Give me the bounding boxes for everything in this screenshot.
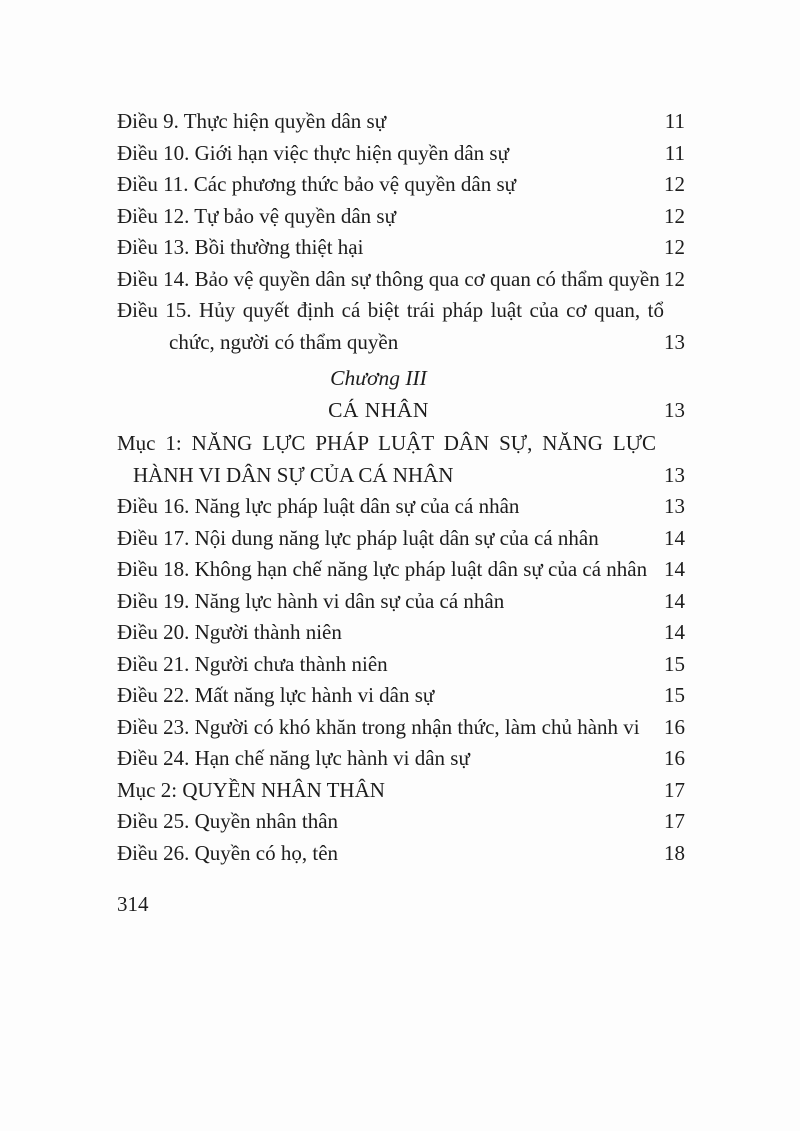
entry-page-number: 14 [664, 525, 685, 550]
entry-text: Điều 17. Nội dung năng lực pháp luật dân sự của cá nhân [117, 525, 599, 550]
entry-page-number: 14 [664, 620, 685, 644]
entry-text: Mục 1: NĂNG LỰC PHÁP LUẬT DÂN SỰ, NĂNG LỰC HÀNH VI DÂN SỰ CỦA CÁ NHÂN [117, 431, 656, 487]
toc-entry [117, 838, 685, 870]
toc-entry [117, 554, 685, 586]
entry-text: Điều 18. Không hạn chế năng lực pháp luật dân sự của cá nhân [117, 557, 648, 581]
toc-entry [117, 712, 685, 744]
entry-text: Điều 24. Hạn chế năng lực hành vi dân sự [117, 746, 470, 770]
footer-page-number: 314 [117, 892, 149, 916]
entry-page-number: 15 [664, 651, 685, 676]
entry-page-number: 16 [664, 714, 685, 739]
entry-page-number: 12 [664, 235, 685, 259]
entry-text: Điều 15. Hủy quyết định cá biệt trái pháp luật của cơ quan, tổ chức, người có thẩm quyền [117, 298, 664, 354]
toc-entry [117, 201, 685, 233]
entry-text: Điều 20. Người thành niên [117, 620, 342, 644]
entry-text: Điều 10. Giới hạn việc thực hiện quyền dân sự [117, 140, 509, 165]
entry-text: Điều 12. Tự bảo vệ quyền dân sự [117, 203, 396, 228]
toc-entry [117, 264, 685, 296]
chapter-title-row [117, 395, 685, 427]
entry-page-number: 13 [664, 462, 685, 487]
page-footer [117, 889, 685, 921]
entry-page-number: 11 [664, 109, 685, 133]
entry-text: Điều 14. Bảo vệ quyền dân sự thông qua cơ quan có thẩm quyền [117, 266, 660, 291]
chapter-label: Chương III [330, 366, 427, 390]
entry-page-number: 17 [664, 777, 685, 802]
entry-page-number: 15 [664, 683, 685, 707]
entry-page-number: 12 [664, 266, 685, 291]
entry-text: Điều 13. Bồi thường thiệt hại [117, 235, 364, 259]
chapter-title: CÁ NHÂN [328, 397, 429, 422]
entry-page-number: 14 [664, 588, 685, 613]
entry-page-number: 16 [664, 746, 685, 770]
entry-text: Điều 26. Quyền có họ, tên [117, 840, 339, 865]
entry-text: Điều 21. Người chưa thành niên [117, 651, 388, 676]
toc-entry [117, 775, 685, 807]
entry-page-number: 14 [664, 557, 685, 581]
entry-page-number: 13 [664, 494, 685, 518]
toc-list-bottom [117, 428, 685, 869]
toc-entry [117, 491, 685, 523]
toc-entry [117, 649, 685, 681]
entry-text: Điều 11. Các phương thức bảo vệ quyền dân sự [117, 172, 517, 196]
toc-entry [117, 743, 685, 775]
entry-page-number: 17 [664, 809, 685, 833]
entry-page-number: 12 [664, 172, 685, 196]
entry-text: Điều 19. Năng lực hành vi dân sự của cá nhân [117, 588, 505, 613]
toc-entry [117, 523, 685, 555]
toc-entry [117, 169, 685, 201]
toc-entry [117, 295, 685, 358]
toc-list-top [117, 106, 685, 358]
entry-text: Điều 25. Quyền nhân thân [117, 809, 339, 833]
toc-entry [117, 106, 685, 138]
entry-page-number: 11 [664, 140, 685, 165]
entry-page-number: 12 [664, 203, 685, 228]
toc-entry [117, 232, 685, 264]
toc-entry [117, 138, 685, 170]
toc-entry [117, 680, 685, 712]
chapter-heading [117, 363, 685, 426]
toc-entry [117, 586, 685, 618]
toc-entry [117, 617, 685, 649]
chapter-page-number: 13 [664, 397, 685, 422]
toc-entry [117, 806, 685, 838]
entry-text: Mục 2: QUYỀN NHÂN THÂN [117, 777, 385, 802]
entry-text: Điều 23. Người có khó khăn trong nhận thức, làm chủ hành vi [117, 714, 640, 739]
entry-page-number: 13 [664, 329, 685, 354]
entry-text: Điều 16. Năng lực pháp luật dân sự của cá nhân [117, 494, 520, 518]
entry-page-number: 18 [664, 840, 685, 865]
toc-entry [117, 428, 685, 491]
entry-text: Điều 9. Thực hiện quyền dân sự [117, 109, 387, 133]
entry-text: Điều 22. Mất năng lực hành vi dân sự [117, 683, 435, 707]
